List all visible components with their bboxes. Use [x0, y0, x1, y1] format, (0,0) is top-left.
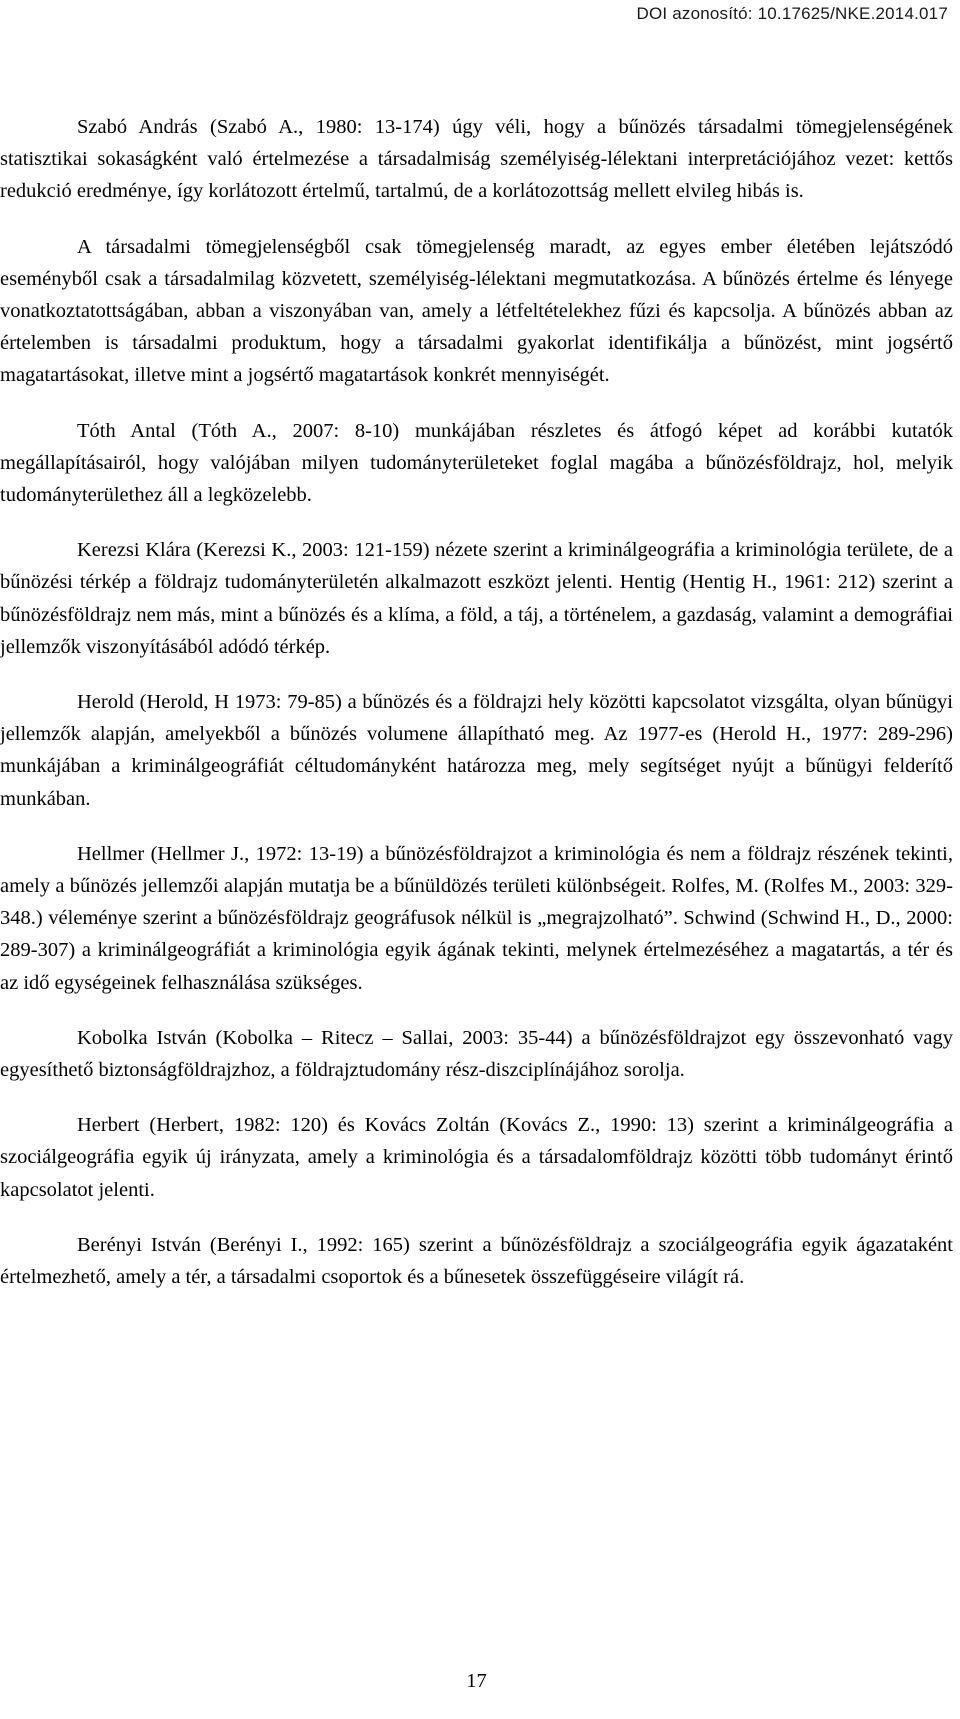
paragraph-herbert: Herbert (Herbert, 1982: 120) és Kovács Zoltán (Kovács Z., 1990: 13) szerint a kriminálgeográfia a szociálgeográfia egyik új irányzata, amely a kriminológia és a társadalomföldrajz közötti több tudományt érintő kapcsolatot jelenti.: [0, 1114, 953, 1201]
paragraph-berenyi: Berényi István (Berényi I., 1992: 165) szerint a bűnözésföldrajz a szociálgeográfia egyik ágazataként értelmezhető, amely a tér, a társadalmi csoportok és a bűnesetek összefüggéseire világít rá.: [0, 1233, 953, 1289]
paragraph-tomegjelenseg: A társadalmi tömegjelenségből csak tömegjelenség maradt, az egyes ember életében lejátszódó eseményből csak a társadalmilag közvetett, személyiség-lélektani megmutatkozása. A bűnözés értelme és lényege vonatkoztatottságában, abban a viszonyában van, amely a létfeltételekhez fűzi és kapcsolja. A bűnözés abban az értelemben is társadalmi produktum, hogy a társadalmi gyakorlat identifikálja a bűnözést, mint jogsértő magatartásokat, illetve mint a jogsértő magatartások konkrét mennyiségét.: [0, 235, 953, 387]
paragraph-kobolka: Kobolka István (Kobolka – Ritecz – Sallai, 2003: 35-44) a bűnözésföldrajzot egy összevonható vagy egyesíthető biztonságföldrajzhoz, a földrajztudomány rész-diszciplínájához sorolja.: [0, 1026, 953, 1082]
document-body: [0, 111, 953, 1316]
paragraph-toth: Tóth Antal (Tóth A., 2007: 8-10) munkájában részletes és átfogó képet ad korábbi kutatók megállapításairól, hogy valójában milyen tudományterületeket foglal magába a bűnözésföldrajz, hol, melyik tudományterülethez áll a legközelebb.: [0, 419, 953, 507]
doi-header: DOI azonosító: 10.17625/NKE.2014.017: [636, 4, 948, 23]
paragraph-herold: Herold (Herold, H 1973: 79-85) a bűnözés és a földrajzi hely közötti kapcsolatot vizsgálta, olyan bűnügyi jellemzők alapján, amelyekből a bűnözés volumene állapítható meg. Az 1977-es (Herold H., 1977: 289-296) munkájában a kriminálgeográfiát céltudományként határozza meg, mely segítséget nyújt a bűnügyi felderítő munkában.: [0, 691, 953, 810]
page-number: 17: [466, 1670, 487, 1692]
paragraph-kerezsi: Kerezsi Klára (Kerezsi K., 2003: 121-159) nézete szerint a kriminálgeográfia a kriminológia területe, de a bűnözési térkép a földrajz tudományterületén alkalmazott eszközt jelenti. Hentig (Hentig H., 1961: 212) szerint a bűnözésföldrajz nem más, mint a bűnözés és a klíma, a föld, a táj, a történelem, a gazdaság, valamint a demográfiai jellemzők viszonyításából adódó térkép.: [0, 539, 953, 658]
paragraph-szabo: Szabó András (Szabó A., 1980: 13-174) úgy véli, hogy a bűnözés társadalmi tömegjelenségének statisztikai sokaságként való értelmezése a társadalmiság személyiség-lélektani interpretációjához vezet: kettős redukció eredménye, így korlátozott értelmű, tartalmú, de a korlátozottság mellett elvileg hibás is.: [0, 116, 953, 203]
paragraph-hellmer: Hellmer (Hellmer J., 1972: 13-19) a bűnözésföldrajzot a kriminológia és nem a földrajz részének tekinti, amely a bűnözés jellemzői alapján mutatja be a bűnüldözés területi különbségeit. Rolfes, M. (Rolfes M., 2003: 329-348.) véleménye szerint a bűnözésföldrajz geográfusok nélkül is „megrajzolható”. Schwind (Schwind H., D., 2000: 289-307) a kriminálgeográfiát a kriminológia egyik ágának tekinti, melynek értelmezéséhez a magatartás, a tér és az idő egységeinek felhasználása szükséges.: [0, 842, 953, 994]
